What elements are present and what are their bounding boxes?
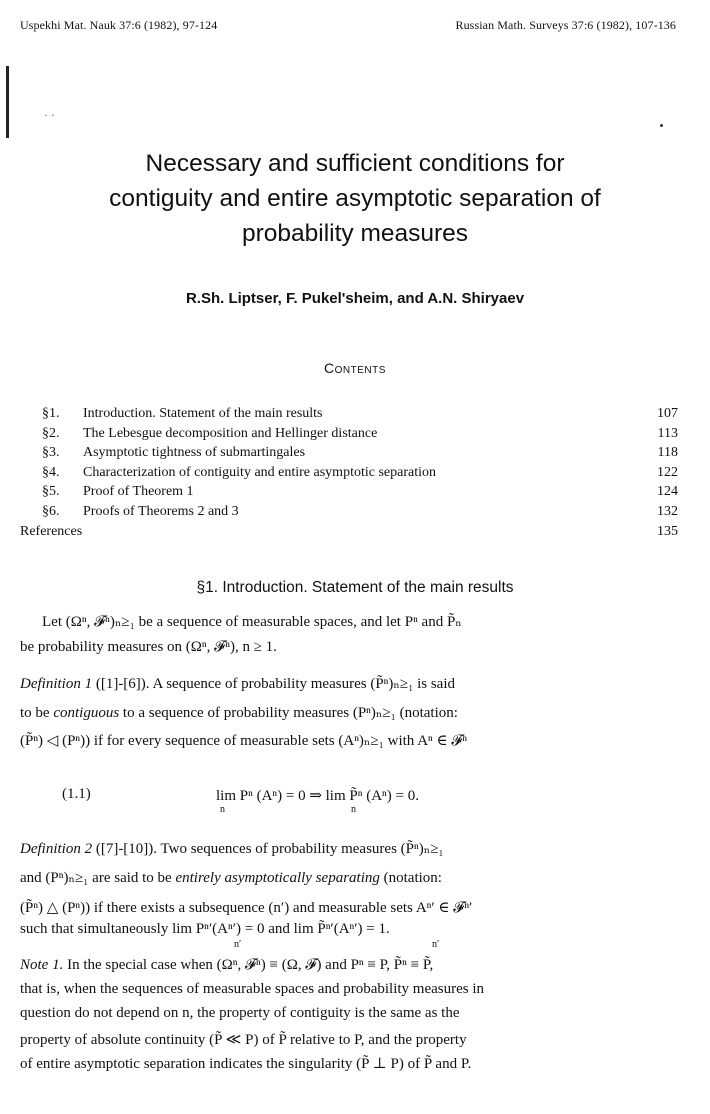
toc-row — [20, 465, 678, 485]
toc-page: 113 — [657, 425, 678, 441]
toc-title: Characterization of contiguity and entire asymptotic separation — [83, 464, 436, 480]
title-line: probability measures — [241, 220, 469, 247]
definition-1 — [20, 674, 455, 693]
text-span: (notation: — [379, 870, 442, 886]
limit-subscript: n′ — [234, 939, 242, 950]
toc-page: 132 — [657, 503, 678, 519]
toc-title: References — [20, 523, 83, 539]
toc-page: 124 — [657, 484, 678, 500]
running-header-left: Uspekhi Mat. Nauk 37:6 (1982), 97-124 — [20, 18, 218, 32]
authors: R.Sh. Liptser, F. Pukel'sheim, and A.N. Shiryaev — [185, 290, 525, 307]
toc-row — [20, 406, 678, 426]
text-line: question do not depend on n, the property of contiguity is the same as the — [20, 1005, 460, 1021]
toc-row — [20, 426, 678, 446]
toc-row — [20, 504, 678, 524]
toc-number: §1. — [42, 406, 60, 421]
scan-specks: · · — [44, 108, 55, 122]
text-line: Let (Ωⁿ, 𝓕ⁿ)ₙ≥₁ be a sequence of measurable spaces, and let Pⁿ and P̃ₙ — [42, 614, 462, 630]
definition-2 — [20, 839, 444, 858]
toc-title: Proof of Theorem 1 — [83, 484, 194, 500]
toc-row-references — [20, 524, 678, 544]
note-label: Note 1. — [20, 957, 64, 973]
definition-label: Definition 1 — [20, 676, 93, 692]
margin-mark — [6, 66, 9, 138]
toc-number: §5. — [42, 484, 60, 500]
toc-number: §2. — [42, 425, 60, 441]
text-line: be probability measures on (Ωⁿ, 𝓕ⁿ), n ≥ 1. — [20, 639, 277, 655]
toc-title: Proofs of Theorems 2 and 3 — [83, 503, 239, 519]
section-heading: §1. Introduction. Statement of the main results — [196, 579, 514, 596]
text-line: property of absolute continuity (P̃ ≪ P) of P̃ relative to P, and the property — [20, 1032, 467, 1048]
text-span: ([7]-[10]). Two sequences of probability measures (P̃ⁿ)ₙ≥₁ — [92, 841, 444, 857]
text-span: and (Pⁿ)ₙ≥₁ are said to be — [20, 870, 176, 886]
equation: lim Pⁿ (Aⁿ) = 0 ⇒ lim P̃ⁿ (Aⁿ) = 0. — [216, 788, 419, 804]
emphasis: entirely asymptotically separating — [175, 870, 380, 886]
toc-row — [20, 445, 678, 465]
toc-title: Asymptotic tightness of submartingales — [83, 445, 306, 461]
toc-number: §4. — [42, 464, 60, 480]
running-header-right: Russian Math. Surveys 37:6 (1982), 107-136 — [455, 18, 676, 32]
toc-title: The Lebesgue decomposition and Hellinger distance — [83, 425, 378, 441]
note-1 — [20, 956, 433, 974]
toc-page: 122 — [657, 464, 678, 480]
limit-subscript: n — [220, 804, 225, 815]
text-line: of entire asymptotic separation indicates the singularity (P̃ ⊥ P) of P̃ and P. — [20, 1056, 472, 1072]
text-line: that is, when the sequences of measurable spaces and probability measures in — [20, 981, 485, 997]
text-line: (P̃ⁿ) △ (Pⁿ)) if there exists a subsequence (n′) and measurable sets Aⁿ′ ∈ 𝓕ⁿ′ — [20, 900, 473, 916]
text-line: such that simultaneously lim Pⁿ′(Aⁿ′) = 0 and lim P̃ⁿ′(Aⁿ′) = 1. — [20, 921, 390, 937]
toc-title: Introduction. Statement of the main results — [83, 406, 323, 421]
text-span: to be — [20, 705, 54, 721]
text-span: to a sequence of probability measures (Pⁿ)ₙ≥₁ (notation: — [119, 705, 458, 721]
toc-page: 135 — [657, 523, 678, 539]
limit-subscript: n′ — [432, 939, 440, 950]
text-line — [20, 703, 458, 722]
text-span: In the special case when (Ωⁿ, 𝓕ⁿ) ≡ (Ω, 𝓕) and Pⁿ ≡ P, P̃ⁿ ≡ P̃, — [63, 957, 434, 973]
text-span: ([1]-[6]). A sequence of probability measures (P̃ⁿ)ₙ≥₁ is said — [92, 676, 455, 692]
toc-page: 118 — [657, 445, 678, 461]
emphasis: contiguous — [53, 705, 120, 721]
scan-speck — [660, 124, 663, 127]
title-line: contiguity and entire asymptotic separation of — [109, 185, 601, 212]
toc-number: §3. — [42, 445, 60, 461]
toc-row — [20, 484, 678, 504]
contents-heading: Contents — [324, 360, 386, 376]
limit-subscript: n — [351, 804, 356, 815]
paper-title — [20, 146, 690, 251]
title-line: Necessary and sufficient conditions for — [145, 150, 565, 177]
text-line — [20, 868, 442, 887]
toc-page: 107 — [657, 406, 678, 421]
equation-label: (1.1) — [62, 786, 91, 802]
table-of-contents — [20, 406, 678, 543]
toc-number: §6. — [42, 503, 60, 519]
text-line: (P̃ⁿ) ◁ (Pⁿ)) if for every sequence of measurable sets (Aⁿ)ₙ≥₁ with Aⁿ ∈ 𝓕ⁿ — [20, 733, 468, 749]
definition-label: Definition 2 — [20, 841, 93, 857]
